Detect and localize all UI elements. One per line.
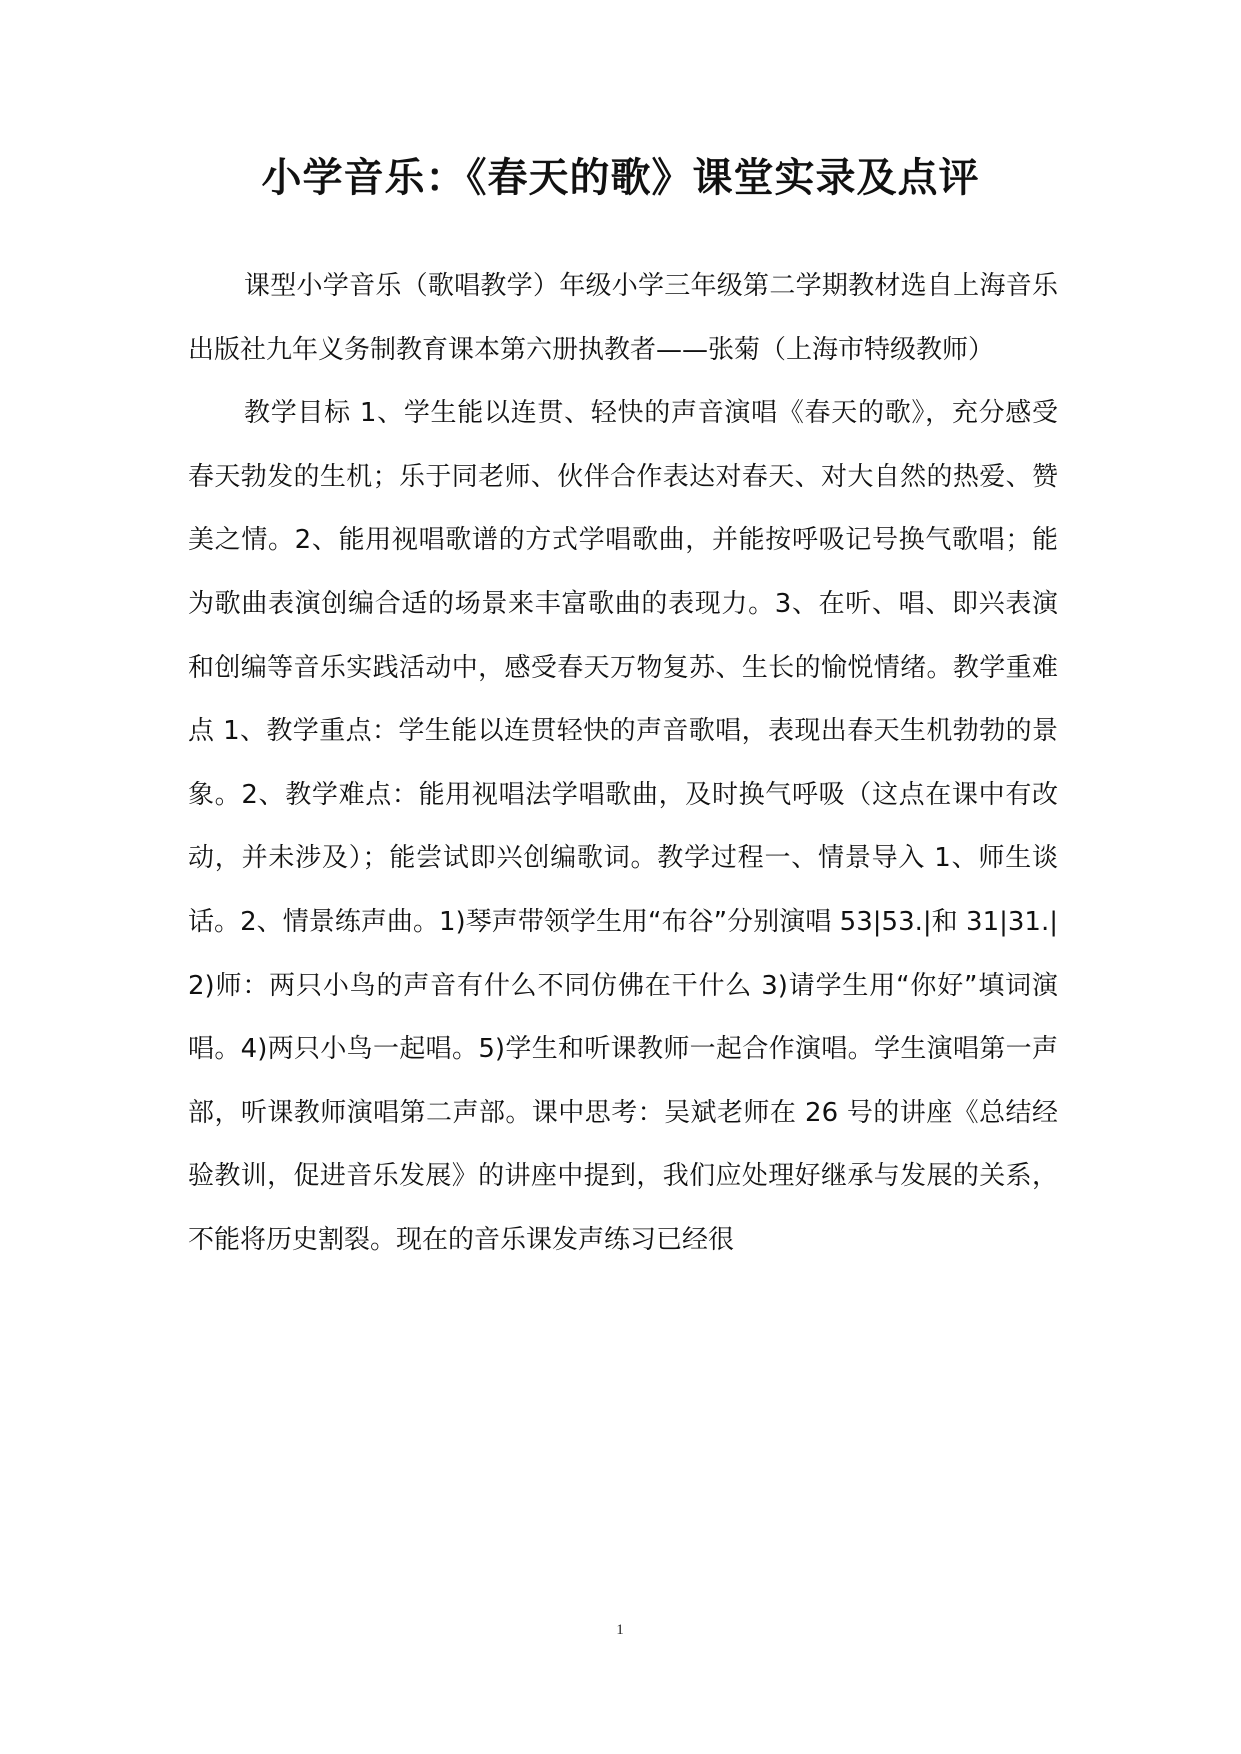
page-number: 1 [616, 1622, 624, 1638]
paragraph-teaching-content: 教学目标 1、学生能以连贯、轻快的声音演唱《春天的歌》，充分感受春天勃发的生机；乐于同老师、伙伴合作表达对春天、对大自然的热爱、赞美之情。2、能用视唱歌谱的方式学唱歌曲，并能按呼吸记号换气歌唱；能为歌曲表演创编合适的场景来丰富歌曲的表现力。3、在听、唱、即兴表演和创编等音乐实践活动中，感受春天万物复苏、生长的愉悦情绪。教学重难点 1、教学重点：学生能以连贯轻快的声音歌唱，表现出春天生机勃勃的景象。2、教学难点：能用视唱法学唱歌曲，及时换气呼吸（这点在课中有改动，并未涉及）；能尝试即兴创编歌词。教学过程一、情景导入 1、师生谈话。2、情景练声曲。1)琴声带领学生用“布谷”分别演唱 53|53.|和 31|31.|2)师：两只小鸟的声音有什么不同仿佛在干什么 3)请学生用“你好”填词演唱。4)两只小鸟一起唱。5)学生和听课教师一起合作演唱。学生演唱第一声部，听课教师演唱第二声部。课中思考：吴斌老师在 26 号的讲座《总结经验教训，促进音乐发展》的讲座中提到，我们应处理好继承与发展的关系，不能将历史割裂。现在的音乐课发声练习已经很 [188, 398, 1058, 1255]
document-title: 小学音乐：《春天的歌》课堂实录及点评 [261, 155, 980, 201]
paragraph-course-info: 课型小学音乐（歌唱教学）年级小学三年级第二学期教材选自上海音乐出版社九年义务制教育课本第六册执教者——张菊（上海市特级教师） [188, 271, 1058, 365]
document-body [188, 255, 1058, 1273]
